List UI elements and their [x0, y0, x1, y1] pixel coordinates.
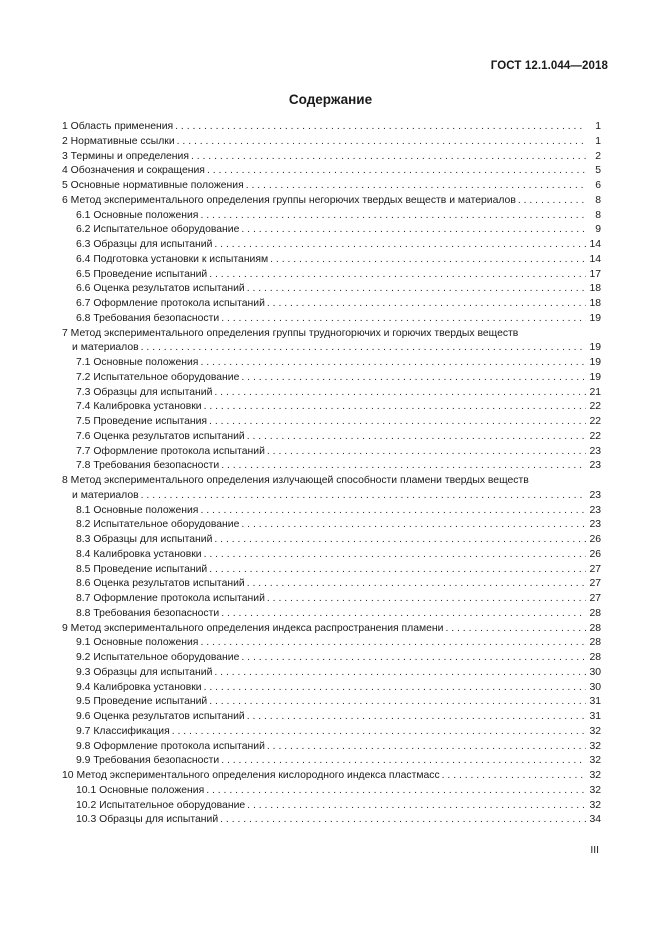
toc-entry-title: 9.3 Образцы для испытаний — [76, 666, 213, 678]
dot-leader — [241, 223, 586, 238]
toc-entry-page: 23 — [589, 504, 601, 516]
toc-entry-title: 7.2 Испытательное оборудование — [76, 371, 240, 383]
toc-entry-page: 26 — [589, 534, 601, 545]
toc-entry-title: 3 Термины и определения — [62, 150, 189, 162]
toc-entry-page: 23 — [589, 460, 601, 472]
toc-entry-page: 19 — [589, 342, 601, 354]
dot-leader — [214, 238, 586, 253]
toc-entry-title: 7.7 Оформление протокола испытаний — [76, 445, 265, 457]
toc-entry-title: 10 Метод экспериментального определения кислородного индекса пластмасс — [62, 770, 440, 781]
toc-entry[interactable] — [62, 415, 601, 430]
toc-entry[interactable] — [62, 592, 601, 607]
dot-leader — [241, 371, 586, 386]
dot-leader — [214, 666, 586, 681]
toc-entry-page: 18 — [589, 298, 601, 309]
toc-entry-page: 5 — [595, 165, 601, 177]
toc-entry[interactable] — [62, 681, 601, 696]
toc-entry[interactable] — [62, 297, 601, 312]
toc-entry-title: 9.5 Проведение испытаний — [76, 696, 208, 708]
toc-entry[interactable] — [62, 533, 601, 548]
toc-entry[interactable] — [62, 695, 601, 710]
toc-entry[interactable] — [62, 784, 601, 799]
dot-leader — [200, 209, 586, 224]
toc-entry[interactable] — [62, 504, 601, 519]
toc-entry-title: 9.1 Основные положения — [76, 637, 199, 649]
toc-entry[interactable] — [62, 769, 601, 784]
dot-leader — [200, 504, 586, 519]
toc-entry-page: 27 — [589, 563, 601, 575]
toc-entry-title: 8.4 Калибровка установки — [76, 548, 202, 560]
dot-leader — [445, 622, 586, 637]
toc-entry-title: 9.4 Калибровка установки — [76, 681, 202, 693]
toc-entry[interactable] — [62, 356, 601, 371]
toc-entry[interactable] — [62, 489, 601, 504]
toc-entry-title: 5 Основные нормативные положения — [62, 180, 244, 191]
toc-entry[interactable] — [62, 341, 601, 356]
toc-entry[interactable] — [62, 799, 601, 814]
toc-entry[interactable] — [62, 223, 601, 238]
toc-entry[interactable] — [62, 209, 601, 224]
toc-entry-page: 14 — [589, 239, 601, 250]
page-title: Содержание — [288, 92, 373, 107]
toc-entry-page: 19 — [589, 357, 601, 368]
toc-entry-title: 6 Метод экспериментального определения группы негорючих твердых веществ и материалов — [62, 194, 516, 206]
toc-entry-page: 30 — [589, 681, 601, 693]
toc-entry-page: 32 — [589, 770, 601, 781]
toc-entry-title: 6.2 Испытательное оборудование — [76, 224, 240, 236]
dot-leader — [204, 400, 586, 415]
toc-entry-title: 7.4 Калибровка установки — [76, 401, 202, 413]
toc-entry-page: 31 — [589, 696, 601, 708]
toc-entry-title: 7.5 Проведение испытания — [76, 416, 208, 427]
toc-entry[interactable] — [62, 754, 601, 769]
toc-entry-page: 32 — [589, 799, 601, 811]
dot-leader — [241, 651, 586, 666]
toc-entry[interactable] — [62, 474, 601, 489]
toc-entry[interactable] — [62, 150, 601, 165]
toc-entry[interactable] — [62, 725, 601, 740]
dot-leader — [247, 710, 586, 725]
toc-entry-page: 31 — [589, 711, 601, 722]
toc-entry[interactable] — [62, 179, 601, 194]
toc-entry[interactable] — [62, 253, 601, 268]
toc-entry-page: 32 — [589, 755, 601, 767]
toc-entry-title: 7.3 Образцы для испытаний — [76, 386, 213, 398]
toc-entry-title: и материалов — [72, 342, 139, 354]
toc-entry-page: 32 — [589, 740, 601, 752]
toc-entry-title: 8.2 Испытательное оборудование — [76, 519, 240, 531]
dot-leader — [175, 120, 586, 135]
toc-entry-title: 8.7 Оформление протокола испытаний — [76, 593, 265, 604]
toc-entry-title: 8.6 Оценка результатов испытаний — [76, 578, 245, 590]
toc-entry-title: 10.3 Образцы для испытаний — [76, 814, 219, 826]
dot-leader — [247, 282, 586, 297]
toc-entry[interactable] — [62, 282, 601, 297]
dot-leader — [191, 150, 586, 165]
dot-leader — [204, 548, 586, 563]
dot-leader — [221, 607, 586, 622]
dot-leader — [141, 489, 586, 504]
toc-entry-page: 28 — [589, 622, 601, 634]
toc-entry-page: 23 — [589, 445, 601, 457]
dot-leader — [220, 813, 586, 828]
toc-entry-page: 23 — [589, 489, 601, 501]
dot-leader — [267, 445, 586, 460]
toc-entry-title: 8.3 Образцы для испытаний — [76, 534, 213, 545]
dot-leader — [209, 415, 586, 430]
toc-entry-title: 1 Область применения — [62, 121, 174, 132]
toc-entry[interactable] — [62, 813, 601, 828]
dot-leader — [270, 253, 586, 268]
toc-entry-title: 6.3 Образцы для испытаний — [76, 239, 213, 250]
dot-leader — [221, 754, 586, 769]
toc-entry-page: 18 — [589, 283, 601, 295]
toc-entry-title: и материалов — [72, 489, 139, 501]
toc-entry-page: 30 — [589, 666, 601, 678]
document-code: ГОСТ 12.1.044—2018 — [490, 60, 608, 72]
dot-leader — [206, 784, 586, 799]
toc-entry-page: 8 — [595, 194, 601, 206]
toc-entry-title: 7 Метод экспериментального определения группы трудногорючих и горючих твердых веществ — [62, 327, 519, 339]
toc-entry[interactable] — [62, 164, 601, 179]
toc-entry[interactable] — [62, 312, 601, 327]
toc-entry-title: 4 Обозначения и сокращения — [62, 165, 205, 177]
toc-entry[interactable] — [62, 563, 601, 578]
toc-entry-title: 9.8 Оформление протокола испытаний — [76, 740, 265, 752]
toc-entry-title: 6.5 Проведение испытаний — [76, 268, 208, 280]
dot-leader — [177, 135, 586, 150]
dot-leader — [172, 725, 586, 740]
dot-leader — [246, 179, 586, 194]
toc-entry-title: 6.8 Требования безопасности — [76, 312, 220, 324]
toc-entry-title: 9.2 Испытательное оборудование — [76, 652, 240, 663]
toc-entry-title: 9.6 Оценка результатов испытаний — [76, 711, 245, 722]
toc-entry-title: 7.1 Основные положения — [76, 357, 199, 368]
dot-leader — [200, 356, 586, 371]
toc-entry[interactable] — [62, 710, 601, 725]
dot-leader — [221, 312, 586, 327]
toc-entry[interactable] — [62, 740, 601, 755]
toc-entry-page: 28 — [589, 637, 601, 649]
toc-entry-page: 23 — [589, 519, 601, 531]
dot-leader — [267, 740, 586, 755]
dot-leader — [247, 799, 586, 814]
dot-leader — [267, 297, 586, 312]
toc-entry-page: 1 — [595, 121, 601, 132]
dot-leader — [207, 164, 586, 179]
toc-entry[interactable] — [62, 577, 601, 592]
toc-entry-page: 17 — [589, 268, 601, 280]
toc-entry[interactable] — [62, 238, 601, 253]
dot-leader — [267, 592, 586, 607]
toc-entry-title: 8.8 Требования безопасности — [76, 607, 220, 619]
dot-leader — [209, 563, 586, 578]
toc-entry-page: 19 — [589, 312, 601, 324]
toc-entry-title: 6.1 Основные положения — [76, 209, 199, 221]
toc-entry-title: 9 Метод экспериментального определения индекса распространения пламени — [62, 622, 444, 634]
toc-entry-page: 2 — [595, 150, 601, 162]
dot-leader — [204, 681, 586, 696]
dot-leader — [247, 430, 586, 445]
dot-leader — [209, 695, 586, 710]
toc-entry-page: 27 — [589, 593, 601, 604]
dot-leader — [200, 636, 586, 651]
toc-entry-page: 6 — [595, 180, 601, 191]
toc-entry[interactable] — [62, 194, 601, 209]
toc-entry-title: 6.7 Оформление протокола испытаний — [76, 298, 265, 309]
toc-entry-page: 34 — [589, 814, 601, 826]
toc-entry-page: 26 — [589, 548, 601, 560]
toc-entry-page: 32 — [589, 725, 601, 737]
dot-leader — [214, 533, 586, 548]
toc-entry-title: 8.1 Основные положения — [76, 504, 199, 516]
toc-entry-page: 27 — [589, 578, 601, 590]
toc-entry-page: 1 — [595, 135, 601, 147]
dot-leader — [241, 518, 586, 533]
table-of-contents — [62, 120, 601, 828]
toc-entry[interactable] — [62, 607, 601, 622]
toc-entry[interactable] — [62, 666, 601, 681]
page-number: III — [590, 845, 599, 856]
toc-entry-page: 22 — [589, 401, 601, 413]
dot-leader — [518, 194, 586, 209]
toc-entry-title: 6.4 Подготовка установки к испытаниям — [76, 253, 269, 265]
toc-entry-page: 14 — [589, 253, 601, 265]
toc-entry-title: 9.9 Требования безопасности — [76, 755, 220, 767]
toc-entry-page: 8 — [595, 209, 601, 221]
toc-entry-title: 8.5 Проведение испытаний — [76, 563, 208, 575]
toc-entry-title: 7.6 Оценка результатов испытаний — [76, 430, 245, 442]
dot-leader — [214, 386, 586, 401]
toc-entry-title: 10.1 Основные положения — [76, 784, 205, 796]
toc-entry-page: 32 — [589, 784, 601, 796]
toc-entry[interactable] — [62, 400, 601, 415]
toc-entry-title: 6.6 Оценка результатов испытаний — [76, 283, 245, 295]
toc-entry-title: 7.8 Требования безопасности — [76, 460, 220, 472]
toc-entry[interactable] — [62, 459, 601, 474]
toc-entry-title: 2 Нормативные ссылки — [62, 135, 175, 147]
dot-leader — [141, 341, 586, 356]
toc-entry-title: 10.2 Испытательное оборудование — [76, 799, 246, 811]
toc-entry[interactable] — [62, 651, 601, 666]
dot-leader — [209, 268, 586, 283]
toc-entry[interactable] — [62, 622, 601, 637]
toc-entry[interactable] — [62, 636, 601, 651]
toc-entry-title: 9.7 Классификация — [76, 725, 170, 737]
toc-entry-page: 9 — [595, 224, 601, 236]
toc-entry[interactable] — [62, 268, 601, 283]
toc-entry-page: 28 — [589, 652, 601, 663]
dot-leader — [247, 577, 586, 592]
dot-leader — [442, 769, 586, 784]
toc-entry-page: 21 — [589, 386, 601, 398]
toc-entry[interactable] — [62, 327, 601, 342]
toc-entry-page: 19 — [589, 371, 601, 383]
toc-entry-page: 22 — [589, 416, 601, 427]
toc-entry[interactable] — [62, 445, 601, 460]
toc-entry[interactable] — [62, 135, 601, 150]
toc-entry[interactable] — [62, 430, 601, 445]
toc-entry[interactable] — [62, 386, 601, 401]
toc-entry[interactable] — [62, 518, 601, 533]
toc-entry-page: 22 — [589, 430, 601, 442]
dot-leader — [221, 459, 586, 474]
toc-entry[interactable] — [62, 548, 601, 563]
toc-entry-page: 28 — [589, 607, 601, 619]
toc-entry-title: 8 Метод экспериментального определения излучающей способности пламени твердых веществ — [62, 475, 529, 486]
toc-entry[interactable] — [62, 120, 601, 135]
toc-entry[interactable] — [62, 371, 601, 386]
